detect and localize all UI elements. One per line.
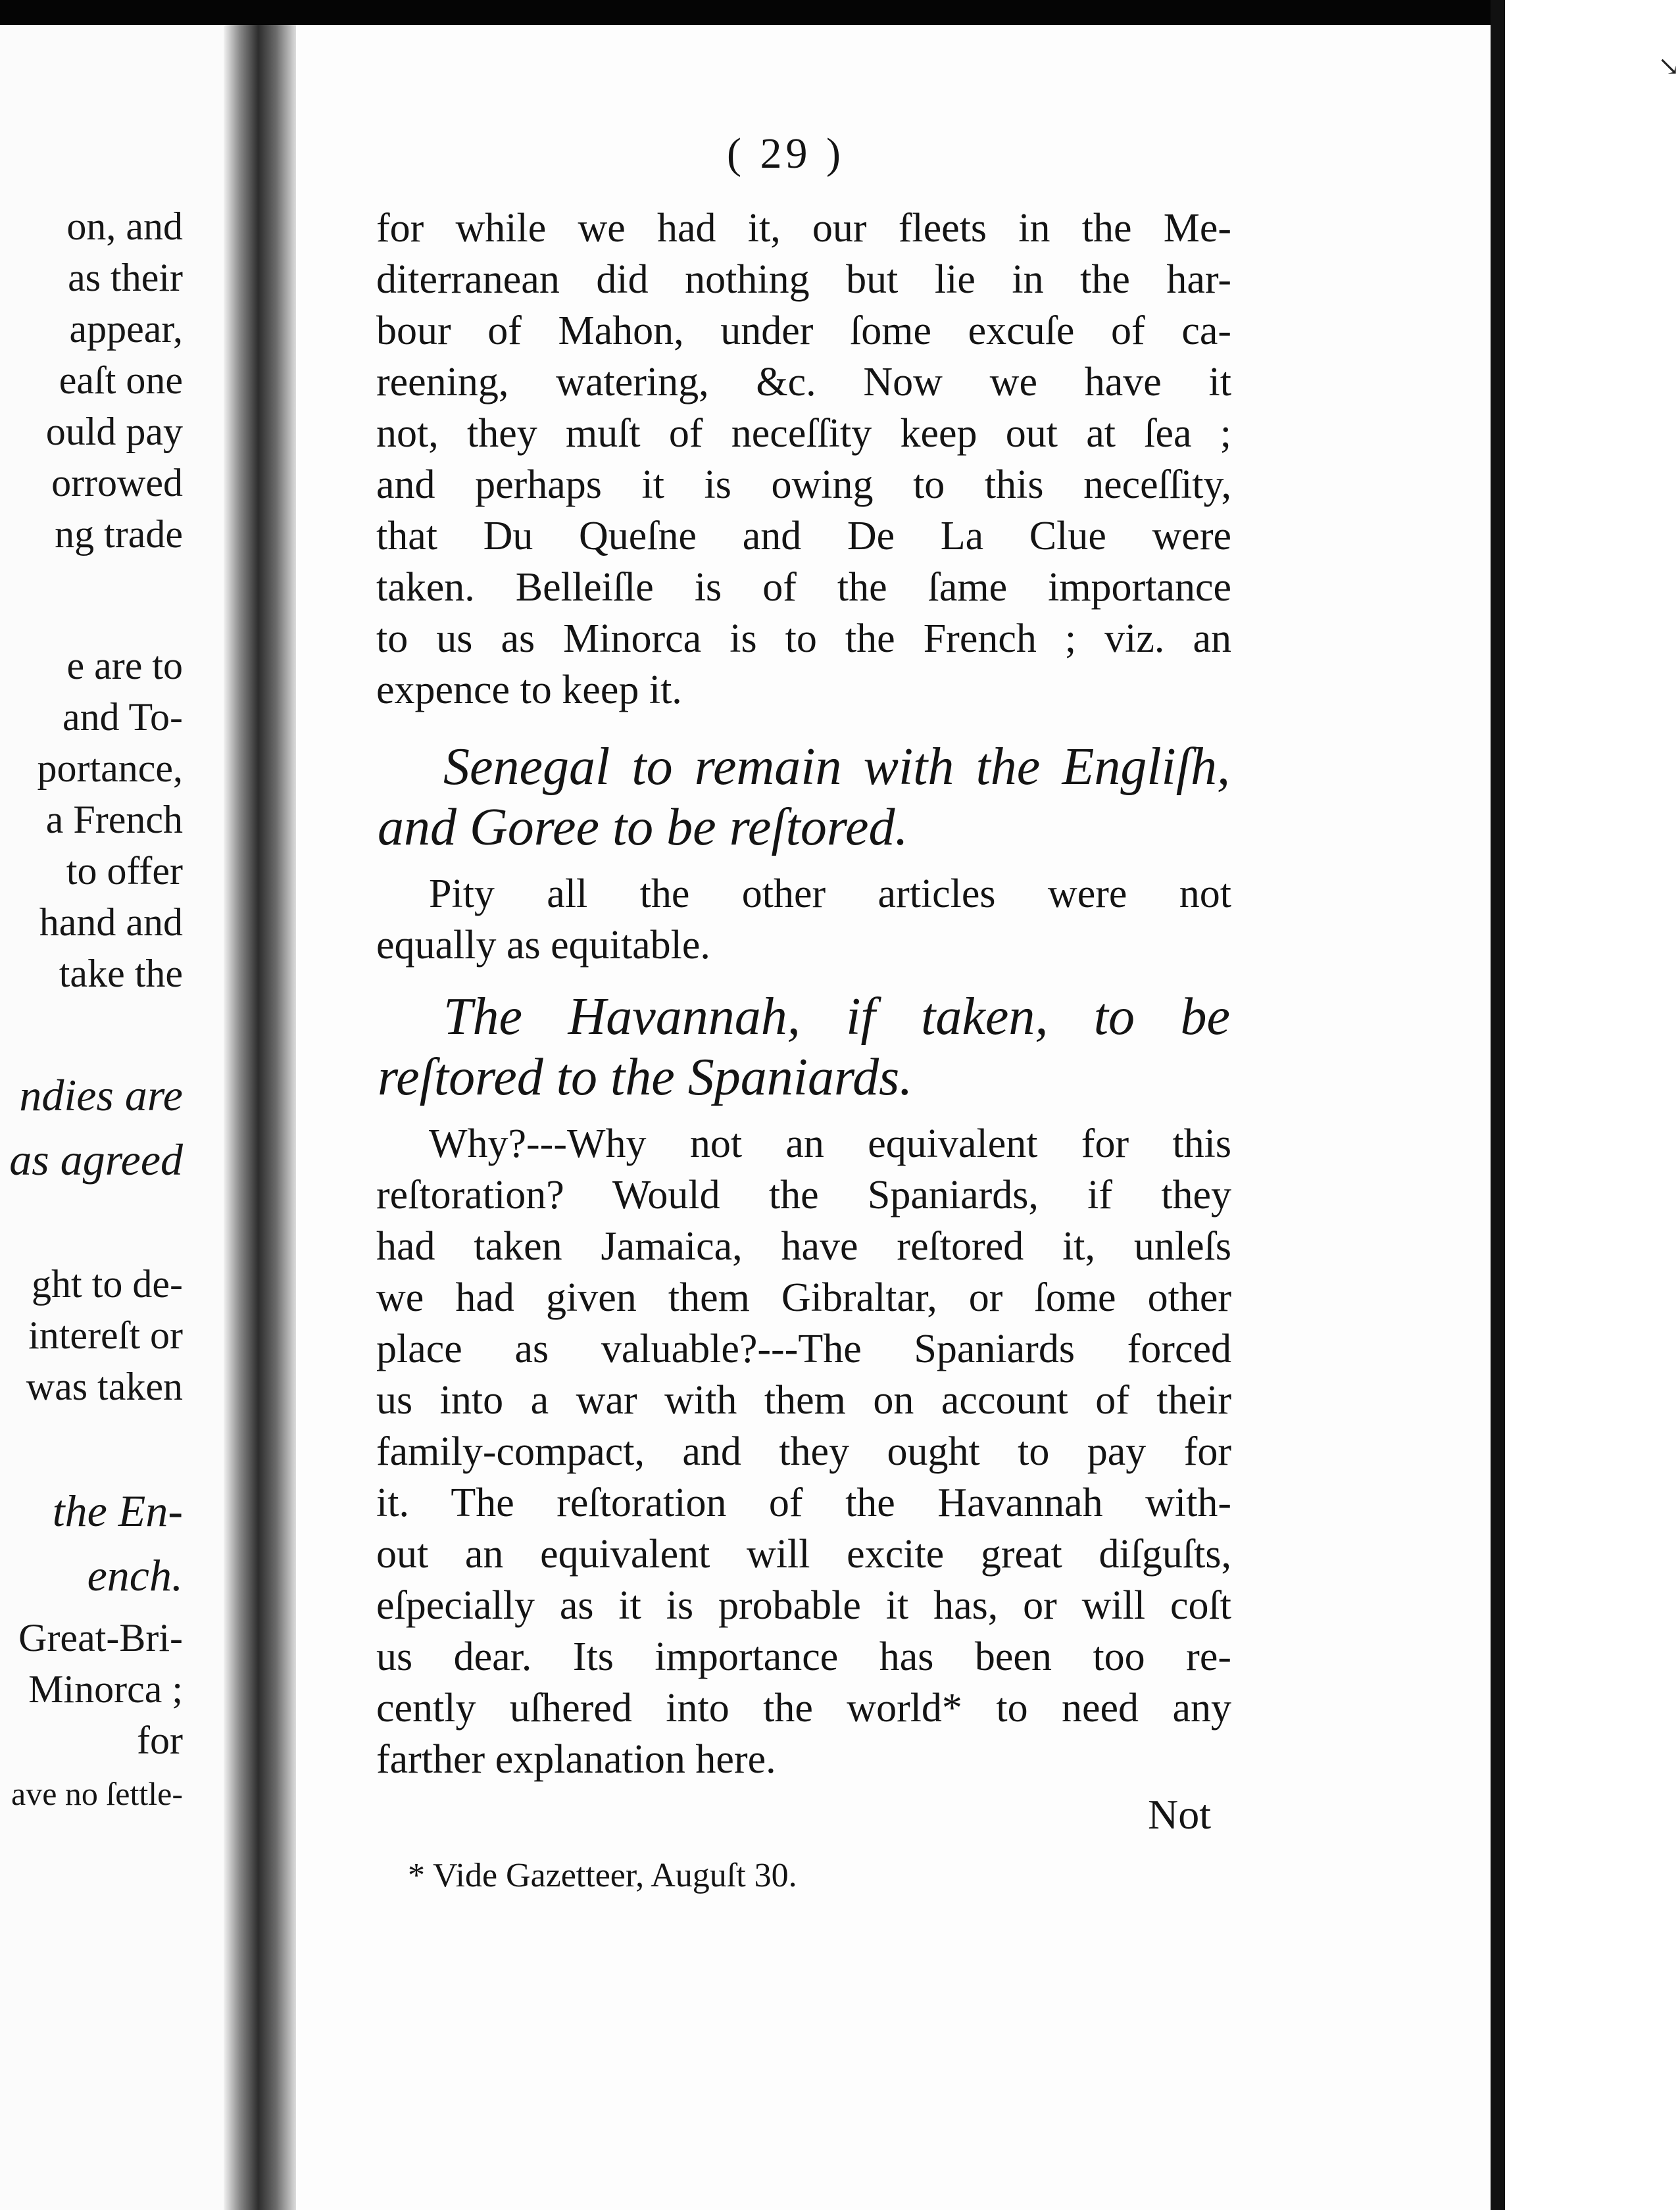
- heading-havannah: [378, 987, 1230, 1108]
- catchword: Not: [1148, 1791, 1211, 1838]
- text-line: place as valuable?---The Spaniards forced: [376, 1327, 1231, 1371]
- page-number: ( 29 ): [727, 130, 845, 178]
- paragraph-1: [376, 203, 1231, 716]
- heading-line: and Goree to be reſtored.: [378, 798, 908, 856]
- left-line: a French: [45, 798, 183, 841]
- heading-line: The Havannah, if taken, to be: [443, 988, 1230, 1046]
- text-line: us into a war with them on account of their: [376, 1378, 1231, 1423]
- heading-senegal: [378, 737, 1230, 858]
- left-line: for: [137, 1719, 183, 1762]
- text-line: it. The reſtoration of the Havannah with-: [376, 1481, 1231, 1525]
- text-line: family-compact, and they ought to pay for: [376, 1429, 1231, 1474]
- left-line: Great-Bri-: [18, 1616, 183, 1659]
- left-line: hand and: [39, 900, 183, 944]
- text-line: had taken Jamaica, have reſtored it, unleſs: [376, 1224, 1231, 1269]
- left-line: appear,: [69, 307, 183, 351]
- heading-line: Senegal to remain with the Engliſh,: [443, 738, 1230, 796]
- heading-line: reſtored to the Spaniards.: [378, 1048, 913, 1106]
- left-line: and To-: [62, 695, 183, 739]
- paragraph-2: [376, 868, 1231, 971]
- text-line: not, they muſt of neceſſity keep out at ſea ;: [376, 411, 1231, 456]
- text-line: bour of Mahon, under ſome excuſe of ca-: [376, 308, 1231, 353]
- left-line: as agreed: [9, 1135, 183, 1185]
- text-line: cently uſhered into the world* to need any: [376, 1686, 1231, 1731]
- left-line: eaſt one: [59, 358, 183, 402]
- text-line: taken. Belleiſle is of the ſame importance: [376, 565, 1231, 610]
- text-line: to us as Minorca is to the French ; viz. an: [376, 616, 1231, 661]
- left-line: ng trade: [55, 512, 183, 556]
- text-line: Pity all the other articles were not: [429, 872, 1231, 916]
- left-line: ndies are: [19, 1070, 183, 1120]
- left-line: on, and: [66, 205, 183, 248]
- text-line: farther explanation here.: [376, 1737, 776, 1782]
- scan-top-border: [0, 0, 1505, 25]
- left-line: orrowed: [51, 461, 183, 504]
- corner-mark-icon: ↘: [1658, 51, 1680, 82]
- left-line: as their: [68, 256, 183, 299]
- text-line: reening, watering, &c. Now we have it: [376, 360, 1231, 405]
- left-line: to offer: [66, 849, 183, 893]
- left-line: Minorca ;: [28, 1667, 183, 1711]
- text-line: eſpecially as it is probable it has, or will coſt: [376, 1583, 1231, 1628]
- left-line: take the: [59, 952, 183, 995]
- scan-right-border: [1491, 0, 1505, 2210]
- footnote: * Vide Gazetteer, Auguſt 30.: [408, 1857, 797, 1894]
- text-line: Why?---Why not an equivalent for this: [429, 1121, 1231, 1166]
- left-line: ould pay: [45, 410, 183, 453]
- text-line: equally as equitable.: [376, 923, 710, 968]
- text-line: and perhaps it is owing to this neceſſity,: [376, 462, 1231, 507]
- left-line: the En-: [52, 1486, 183, 1536]
- text-line: we had given them Gibraltar, or ſome other: [376, 1275, 1231, 1320]
- paragraph-3: [376, 1118, 1231, 1785]
- left-line: ave no ſettle-: [11, 1775, 183, 1812]
- text-line: expence to keep it.: [376, 668, 682, 712]
- left-page: [0, 25, 224, 2210]
- text-line: reſtoration? Would the Spaniards, if they: [376, 1173, 1231, 1217]
- text-line: for while we had it, our fleets in the Me-: [376, 206, 1231, 251]
- left-line: e are to: [66, 644, 183, 687]
- text-line: out an equivalent will excite great diſguſts,: [376, 1532, 1231, 1577]
- left-line: portance,: [37, 747, 183, 790]
- text-line: us dear. Its importance has been too re-: [376, 1634, 1231, 1679]
- text-line: that Du Queſne and De La Clue were: [376, 514, 1231, 558]
- left-line: ench.: [87, 1550, 183, 1600]
- left-line: was taken: [26, 1365, 183, 1408]
- text-line: diterranean did nothing but lie in the har-: [376, 257, 1231, 302]
- left-line: ght to de-: [32, 1262, 183, 1306]
- book-gutter: [224, 25, 296, 2210]
- left-line: intereſt or: [28, 1314, 183, 1357]
